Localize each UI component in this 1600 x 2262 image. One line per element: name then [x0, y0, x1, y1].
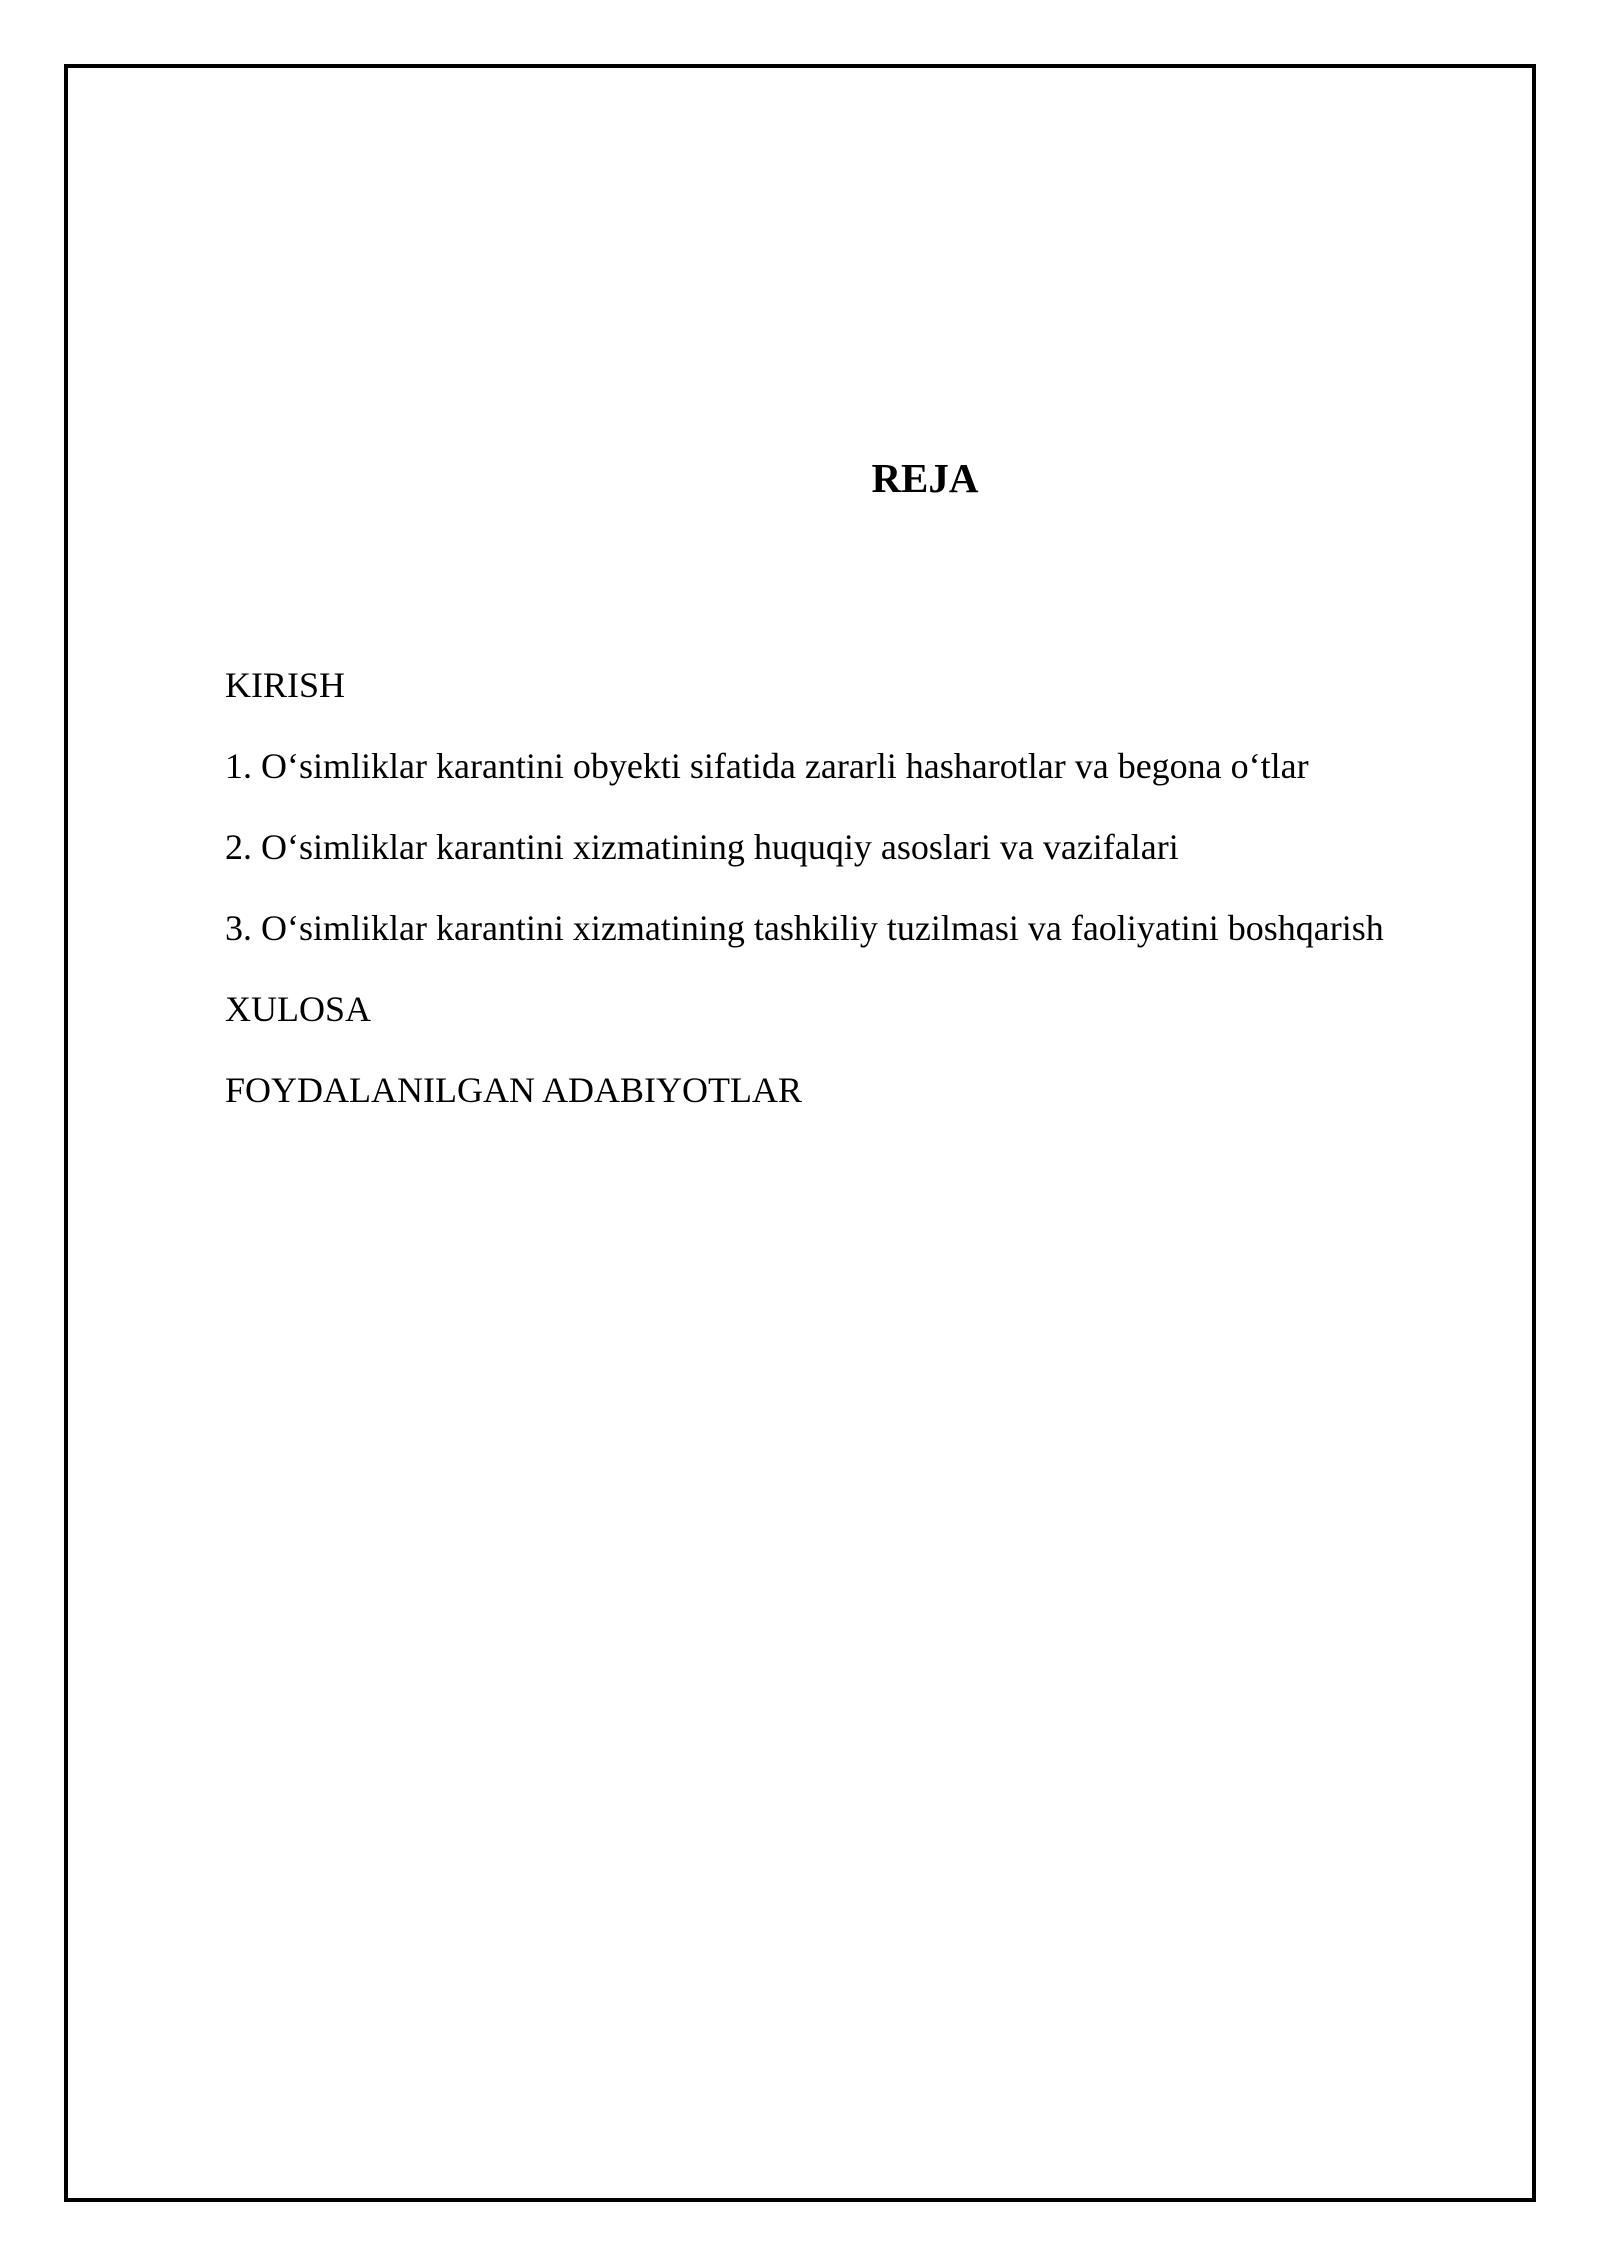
plan-item-conclusion: XULOSA [225, 989, 372, 1029]
plan-item-1: 1. O‘simliklar karantini obyekti sifatida zararli hasharotlar va begona o‘tlar [225, 746, 1309, 786]
plan-list [225, 645, 1384, 1131]
plan-item-introduction: KIRISH [225, 665, 346, 705]
plan-item-2: 2. O‘simliklar karantini xizmatining huquqiy asoslari va vazifalari [225, 827, 1179, 867]
plan-item-references: FOYDALANILGAN ADABIYOTLAR [225, 1070, 802, 1110]
page-border [64, 64, 1536, 2202]
plan-item-3: 3. O‘simliklar karantini xizmatining tashkiliy tuzilmasi va faoliyatini boshqarish [225, 908, 1384, 948]
page-title: REJA [871, 455, 979, 501]
